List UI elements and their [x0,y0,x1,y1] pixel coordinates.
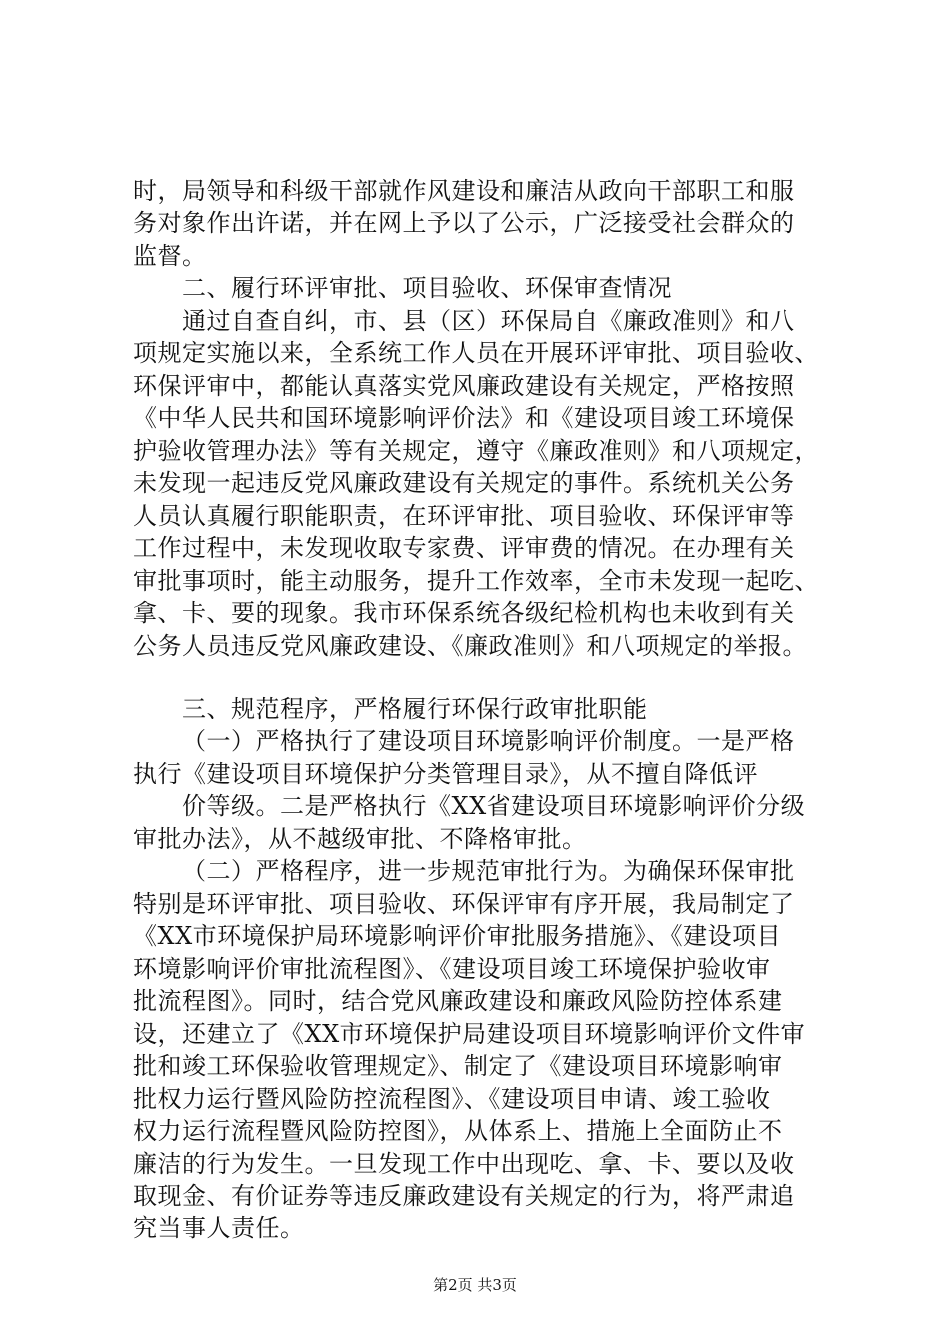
body-line: 人员认真履行职能职责，在环评审批、项目验收、环保评审等 [133,502,795,530]
page-number-footer: 第2页 共3页 [433,1276,517,1294]
body-line: 通过自查自纠，市、县（区）环保局自《廉政准则》和八 [182,307,795,335]
body-line-last: 究当事人责任。 [133,1214,305,1242]
body-line: 《中华人民共和国环境影响评价法》和《建设项目竣工环境保 [133,404,795,432]
body-line: 项规定实施以来，全系统工作人员在开展环评审批、项目验收、 [133,339,819,367]
body-line: 护验收管理办法》等有关规定，遵守《廉政准则》和八项规定， [133,437,819,465]
body-line: 取现金、有价证券等违反廉政建设有关规定的行为，将严肃追 [133,1182,795,1210]
body-line: （一）严格执行了建设项目环境影响评价制度。一是严格 [182,727,795,755]
body-line: 廉洁的行为发生。一旦发现工作中出现吃、拿、卡、要以及收 [133,1150,795,1178]
body-line: 批和竣工环保验收管理规定》、制定了《建设项目环境影响审 [133,1052,783,1080]
section-heading-2: 二、履行环评审批、项目验收、环保审查情况 [182,274,672,302]
body-line: 未发现一起违反党风廉政建设有关规定的事件。系统机关公务 [133,469,795,497]
body-line: 审批事项时，能主动服务，提升工作效率，全市未发现一起吃、 [133,567,819,595]
body-line: 批流程图》。同时，结合党风廉政建设和廉政风险防控体系建 [133,987,783,1015]
body-line: 拿、卡、要的现象。我市环保系统各级纪检机构也未收到有关 [133,599,795,627]
body-line: 特别是环评审批、项目验收、环保评审有序开展，我局制定了 [133,890,795,918]
body-line: 设，还建立了《XX市环境保护局建设项目环境影响评价文件审 [133,1020,806,1048]
body-line: 公务人员违反党风廉政建设、《廉政准则》和八项规定的举报。 [133,632,807,660]
body-line: 权力运行流程暨风险防控图》，从体系上、措施上全面防止不 [133,1117,783,1145]
body-line: 务对象作出许诺，并在网上予以了公示，广泛接受社会群众的 [133,209,795,237]
body-line: 监督。 [133,242,207,270]
body-line: 审批办法》，从不越级审批、不降格审批。 [133,825,587,853]
body-line: 时，局领导和科级干部就作风建设和廉洁从政向干部职工和服 [133,177,795,205]
body-line: 价等级。二是严格执行《XX省建设项目环境影响评价分级 [182,792,806,820]
body-line: 环境影响评价审批流程图》、《建设项目竣工环境保护验收审 [133,955,771,983]
body-line: 执行《建设项目环境保护分类管理目录》，从不擅自降低评 [133,760,758,788]
section-heading-3: 三、规范程序，严格履行环保行政审批职能 [182,695,648,723]
body-line: 工作过程中，未发现收取专家费、评审费的情况。在办理有关 [133,534,795,562]
body-line: （二）严格程序，进一步规范审批行为。为确保环保审批 [182,857,795,885]
body-line: 《XX市环境保护局环境影响评价审批服务措施》、《建设项目 [133,922,782,950]
body-line: 批权力运行暨风险防控流程图》、《建设项目申请、竣工验收 [133,1085,771,1113]
body-line: 环保评审中，都能认真落实党风廉政建设有关规定，严格按照 [133,372,795,400]
